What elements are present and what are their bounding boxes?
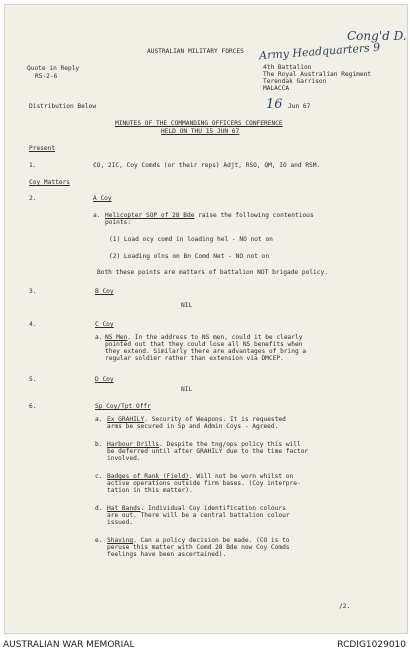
sp-a-label: a. [95,416,103,423]
sp-e-line-3: feelings have been ascertained). [107,551,227,558]
a-para-label: a. [93,212,101,219]
item-6-number: 6. [29,403,37,410]
d-coy-nil: NIL [181,386,193,393]
item-2-number: 2. [29,195,37,202]
distribution-line: Distribution Below [29,103,97,110]
sp-d-label: d. [95,505,103,512]
unit-line-1: 4th Battalion [263,64,312,71]
b-coy-heading: B Coy [95,288,114,295]
handwritten-corner-note: Cong'd D. [347,29,407,43]
item-1-number: 1. [29,162,37,169]
item-4-number: 4. [29,321,37,328]
a-point-2: (2) Loading olns on Bn Comd Net - NO not on [109,253,270,260]
footer-source: AUSTRALIAN WAR MEMORIAL [3,640,135,650]
sp-b-lead: Harbour Drills [107,441,160,448]
sp-a-text: . Security of Weapons. It is requested [144,416,286,423]
c-coy-heading: C Coy [95,321,114,328]
item-5-number: 5. [29,376,37,383]
document-page [4,4,408,634]
sp-a-lead: Ex GRAHILY [107,416,145,423]
item-3-number: 3. [29,288,37,295]
sp-a-line-2: arms be secured in Sp and Admin Coys - Agreed. [107,423,279,430]
sp-a-line-1 [107,416,286,423]
footer-record-id: RCDIG1029010 [337,640,406,650]
sp-d-line-1 [107,505,286,512]
quote-label: Quote in Reply [27,65,80,72]
minutes-title-line-1: MINUTES OF THE COMMANDING OFFICERS CONFERENCE [115,120,283,127]
a-both-points-note: Both these points are matters of battalion NOT brigade policy. [97,269,328,276]
a-para-text: raise the following contentious [198,212,314,219]
c-para-line-4: regular soldier rather than extension via DMCEP. [105,355,284,362]
c-para-text: . In the address to NS men, could it be clearly [127,334,303,341]
minutes-title-line-2: HELD ON THU 15 JUN 67 [161,128,240,135]
a-para-line-1 [105,212,314,219]
b-coy-nil: NIL [181,302,193,309]
date-day-handwritten: 16 [266,97,283,112]
d-coy-heading: D Coy [95,376,114,383]
sp-e-label: e. [95,537,103,544]
c-para-line-2: pointed out that they could lose all NS benefits when [105,341,303,348]
coy-matters-heading: Coy Matters [29,179,70,186]
sp-d-line-3: issued. [107,519,134,526]
sp-b-line-3: involved. [107,455,141,462]
sp-c-text: . Will not be worn whilst on [188,473,294,480]
sp-d-line-2: are out. There will be a central battalion colour [107,512,290,519]
unit-line-4: MALACCA [263,85,290,92]
sp-coy-heading: Sp Coy/Tpt Offr [95,403,151,410]
item-1-attendees: CO, 2IC, Coy Comds (or their reps) Adjt, RSO, QM, IO and RSM. [93,162,321,169]
a-para-line-2: points: [105,219,132,226]
sp-e-text: . Can a policy decision be made. (CO is to [133,537,290,544]
unit-line-2: The Royal Australian Regiment [263,71,372,78]
handwritten-reference: Army Headquarters 9 [258,40,381,63]
sp-e-lead: Shaving [107,537,134,544]
sp-c-line-1 [107,473,293,480]
document-heading: AUSTRALIAN MILITARY FORCES [147,48,244,55]
sp-b-text: . Despite the tng/ops policy this will [159,441,301,448]
present-heading: Present [29,145,56,152]
c-para-label: a. [95,334,103,341]
sp-c-lead: Badges of Rank (Field) [107,473,189,480]
sp-e-line-2: peruse this matter with Comd 28 Bde now Coy Comds [107,544,290,551]
unit-line-3: Terendak Garrison [263,78,327,85]
sp-b-label: b. [95,441,103,448]
sp-b-line-1 [107,441,301,448]
a-point-1: (1) Load ocy comd in loading hel - NO not on [109,236,273,243]
c-para-lead: NS Men [105,334,128,341]
sp-d-text: . Individual Coy identification colours [140,505,286,512]
sp-c-label: c. [95,473,103,480]
date-month-year: Jun 67 [288,103,311,110]
sp-d-lead: Hat Bands [107,505,141,512]
sp-b-line-2: be deferred until after GRAHILY due to the time factor [107,448,309,455]
c-para-line-1 [105,334,302,341]
page-continuation-marker: /2. [339,603,351,610]
sp-e-line-1 [107,537,290,544]
c-para-line-3: they extend. Similarly there are advantages of bring a [105,348,307,355]
sp-c-line-2: active operations outside firm bases. (Coy interpre- [107,480,301,487]
a-coy-heading: A Coy [93,195,112,202]
archive-footer [0,636,410,654]
quote-reference: R5-2-6 [35,73,58,80]
a-para-lead: Helicopter SOP of 28 Bde [105,212,195,219]
sp-c-line-3: tation in this matter). [107,487,193,494]
